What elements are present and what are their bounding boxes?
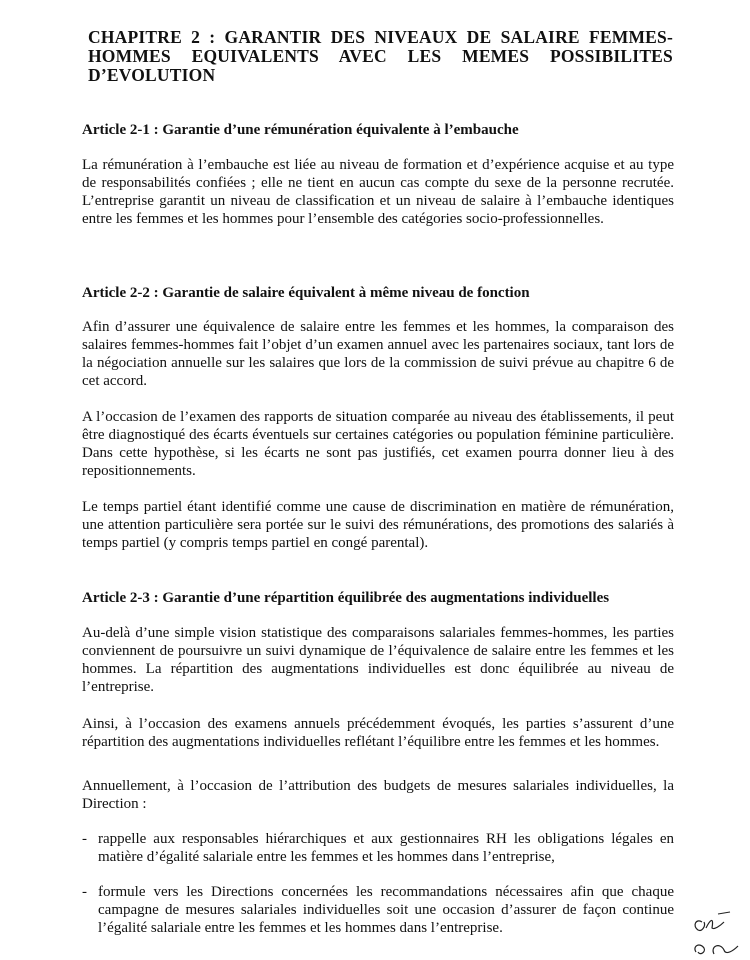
- bullet-text: formule vers les Directions concernées les recommandations nécessaires afin que chaque campagne de mesures salariales individuelles soit une occasion d’assurer de façon continue l’égalité salariale entre les femmes et les hommes dans l’entreprise.: [98, 884, 674, 936]
- chapter-title: CHAPITRE 2 : GARANTIR DES NIVEAUX DE SALAIRE FEMMES-HOMMES EQUIVALENTS AVEC LES MEMES POSSIBILITES D’EVOLUTION: [88, 27, 673, 85]
- bullet-text: rappelle aux responsables hiérarchiques et aux gestionnaires RH les obligations légales en matière d’égalité salariale entre les femmes et les hommes dans l’entreprise,: [98, 831, 674, 865]
- article-2-3-paragraph-3: Annuellement, à l’occasion de l’attribution des budgets de mesures salariales individuelles, la Direction :: [82, 778, 674, 812]
- bullet-marker: -: [82, 884, 87, 900]
- article-2-2-paragraph-1: Afin d’assurer une équivalence de salaire entre les femmes et les hommes, la comparaison des salaires femmes-hommes fait l’objet d’un examen annuel avec les partenaires sociaux, tant lors de la négociation annuelle sur les salaires que lors de la commission de suivi prévue au chapitre 6 de cet accord.: [82, 319, 674, 389]
- article-2-1-heading: Article 2-1 : Garantie d’une rémunération équivalente à l’embauche: [82, 122, 519, 138]
- article-2-3-heading: Article 2-3 : Garantie d’une répartition équilibrée des augmentations individuelles: [82, 590, 610, 606]
- article-2-2-paragraph-2: A l’occasion de l’examen des rapports de situation comparée au niveau des établissements, il peut être diagnostiqué des écarts éventuels sur certaines catégories ou population féminine particulière. Dans cette hypothèse, si les écarts ne sont pas justifiés, cet examen pourra donner lieu à des repositionnements.: [82, 409, 674, 479]
- article-2-1-paragraph: La rémunération à l’embauche est liée au niveau de formation et d’expérience acquise et au type de responsabilités confiées ; elle ne tient en aucun cas compte du sexe de la personne recrutée. L’entreprise garantit un niveau de classification et un niveau de salaire à l’embauche identiques entre les femmes et les hommes pour l’ensemble des catégories socio-professionnelles.: [82, 157, 674, 227]
- article-2-2-paragraph-3: Le temps partiel étant identifié comme une cause de discrimination en matière de rémunération, une attention particulière sera portée sur le suivi des rémunérations, des promotions des salariés à temps partiel (y compris temps partiel en congé parental).: [82, 499, 674, 551]
- bullet-marker: -: [82, 831, 87, 847]
- article-2-3-paragraph-1: Au-delà d’une simple vision statistique des comparaisons salariales femmes-hommes, les parties conviennent de poursuivre un suivi dynamique de l’équivalence de salaire entre les femmes et les hommes. La répartition des augmentations individuelles est donc équilibrée au niveau de l’entreprise.: [82, 625, 674, 695]
- handwritten-initials-signature: [690, 900, 750, 960]
- article-2-2-heading: Article 2-2 : Garantie de salaire équivalent à même niveau de fonction: [82, 285, 530, 301]
- article-2-3-paragraph-2: Ainsi, à l’occasion des examens annuels précédemment évoqués, les parties s’assurent d’une répartition des augmentations individuelles reflétant l’équilibre entre les femmes et les hommes.: [82, 716, 674, 750]
